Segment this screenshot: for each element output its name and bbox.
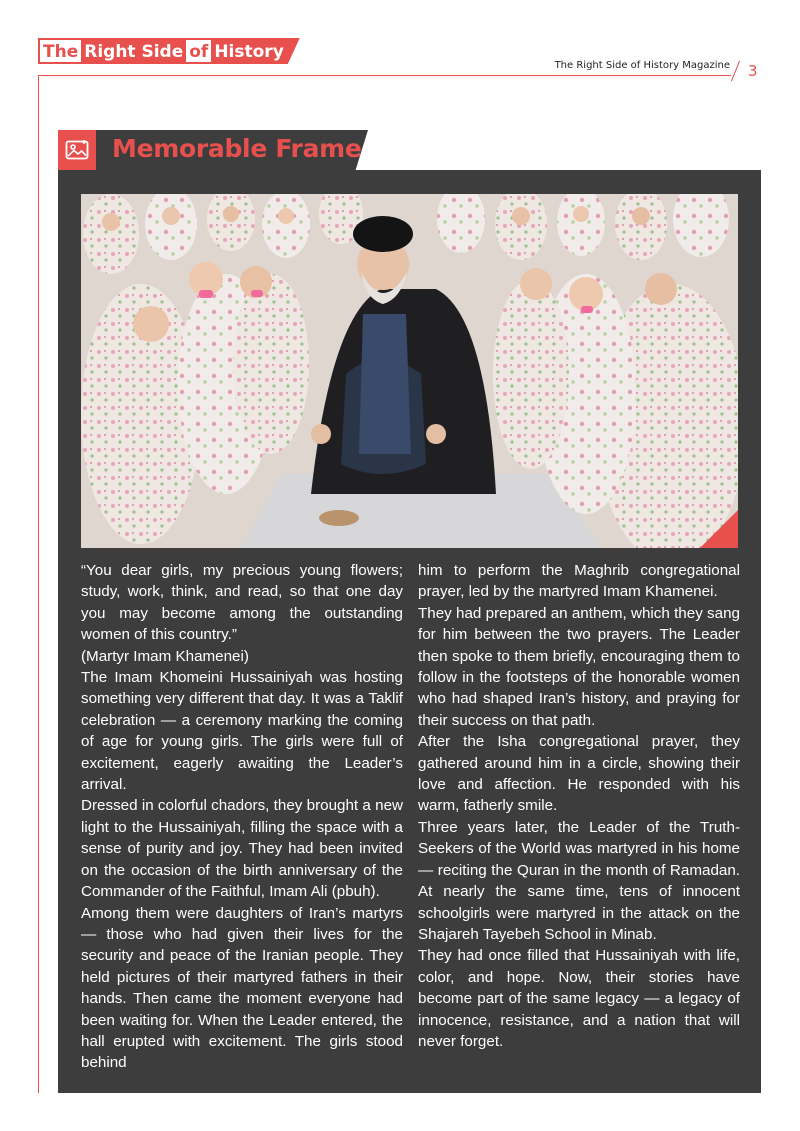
page-number: 3 <box>748 62 758 80</box>
quote-paragraph: “You dear girls, my precious young flowers; study, work, think, and read, so that one day you may become among the outstanding women of this country.” <box>81 562 403 644</box>
article-column-left <box>81 560 403 1074</box>
logo-word-right-side: Right Side <box>81 38 186 64</box>
body-paragraph: Among them were daughters of Iran’s martyrs — those who had given their lives for the security and peace of the Iranian people. They held pictures of their martyred fathers in their hands. Then came the moment everyone had been waiting for. When the Leader entered, the hall erupted with excitement. The girls stood behind <box>81 904 403 1072</box>
photo-illustration <box>81 194 738 548</box>
logo-word-the: The <box>38 38 81 64</box>
magazine-name: The Right Side of History Magazine <box>554 60 730 71</box>
body-paragraph: The Imam Khomeini Hussainiyah was hosting something very different that day. It was a Taklif celebration — a ceremony marking the coming of age for young girls. The girls were full of excitement, eagerly awaiting the Leader’s arrival. <box>81 669 403 794</box>
image-icon <box>65 139 89 161</box>
article-column-right <box>418 560 740 1052</box>
body-paragraph: They had prepared an anthem, which they sang for him between the two prayers. The Leader then spoke to them briefly, encouraging them to follow in the footsteps of the honorable women who had shaped Iran’s history, and praying for their success on that path. <box>418 604 740 729</box>
feature-photo <box>81 194 738 548</box>
logo-word-history: History <box>211 38 287 64</box>
magazine-logo <box>38 38 300 64</box>
section-icon-box <box>58 130 96 170</box>
body-paragraph: Dressed in colorful chadors, they brought a new light to the Hussainiyah, filling the space with a sense of purity and joy. They had been invited on the occasion of the birth anniversary of the Commander of the Faithful, Imam Ali (pbuh). <box>81 797 403 901</box>
body-paragraph: him to perform the Maghrib congregational prayer, led by the martyred Imam Khamenei. <box>418 562 740 601</box>
quote-attribution: (Martyr Imam Khamenei) <box>81 647 249 665</box>
section-title: Memorable Frame <box>112 134 362 163</box>
logo-tail <box>288 38 300 64</box>
page-divider-slash <box>731 61 740 82</box>
logo-word-of: of <box>186 38 211 64</box>
body-paragraph: Three years later, the Leader of the Truth-Seekers of the World was martyred in his home — reciting the Quran in the month of Ramadan. At nearly the same time, tens of innocent schoolgirls were martyred in the attack on the Shajareh Tayebeh School in Minab. <box>418 818 740 943</box>
body-paragraph: They had once filled that Hussainiyah with life, color, and hope. Now, their stories have become part of the same legacy — a legacy of innocence, resistance, and a nation that will never forget. <box>418 947 740 1050</box>
body-paragraph: After the Isha congregational prayer, they gathered around him in a circle, showing their love and affection. He responded with his warm, fatherly smile. <box>418 733 740 815</box>
header-rule <box>38 75 731 76</box>
margin-rule <box>38 75 39 1093</box>
